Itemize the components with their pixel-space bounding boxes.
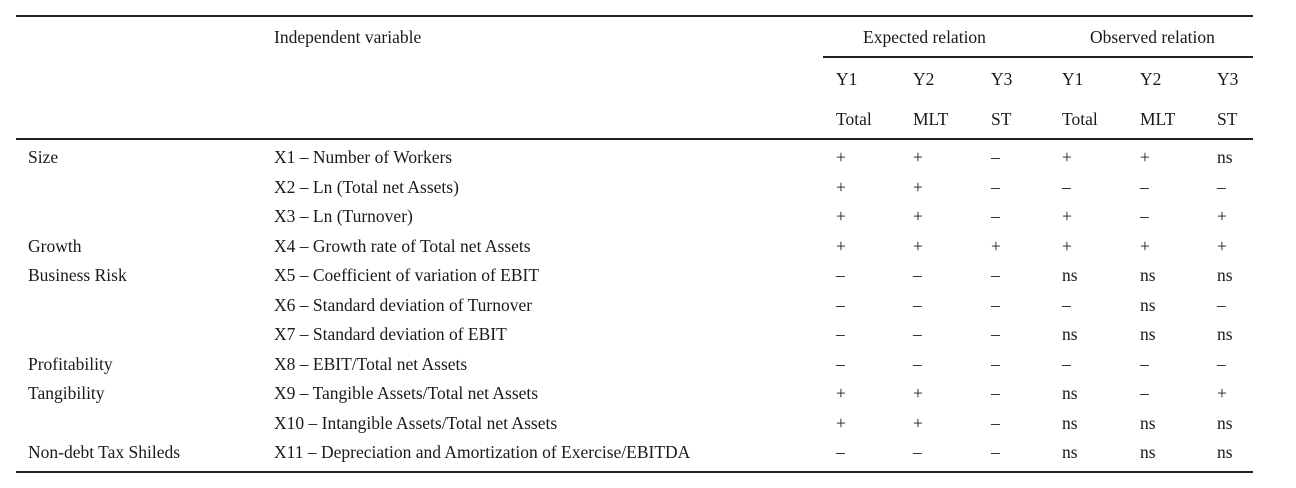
relation-value: – xyxy=(1217,177,1226,197)
relation-value: – xyxy=(991,206,1000,226)
relation-value: – xyxy=(991,177,1000,197)
header-y-name: MLT xyxy=(913,109,949,129)
expected-relation-underline xyxy=(823,56,1253,58)
relation-value: – xyxy=(836,295,845,315)
relation-value: – xyxy=(1140,383,1149,403)
relation-value: ns xyxy=(1217,442,1233,462)
relation-value: ns xyxy=(1062,324,1078,344)
relation-value: – xyxy=(836,324,845,344)
row-variable: X7 – Standard deviation of EBIT xyxy=(274,324,507,344)
header-y-name: Total xyxy=(836,109,872,129)
relation-value: ns xyxy=(1062,413,1078,433)
header-y-code: Y3 xyxy=(1217,69,1239,89)
table-bottom-rule xyxy=(16,471,1253,473)
relation-value: – xyxy=(913,295,922,315)
row-category: Growth xyxy=(28,236,82,256)
relation-value: + xyxy=(913,383,923,403)
relation-value: + xyxy=(836,413,846,433)
relation-value: – xyxy=(991,354,1000,374)
relation-value: ns xyxy=(1217,413,1233,433)
row-variable: X2 – Ln (Total net Assets) xyxy=(274,177,459,197)
header-y-name: Total xyxy=(1062,109,1098,129)
row-category: Business Risk xyxy=(28,265,127,285)
relation-value: – xyxy=(1062,177,1071,197)
relation-value: – xyxy=(991,324,1000,344)
relation-value: ns xyxy=(1140,442,1156,462)
relation-value: – xyxy=(913,324,922,344)
relation-value: ns xyxy=(1140,295,1156,315)
row-category: Profitability xyxy=(28,354,113,374)
relation-value: – xyxy=(991,383,1000,403)
row-variable: X3 – Ln (Turnover) xyxy=(274,206,413,226)
relation-value: + xyxy=(1140,147,1150,167)
relation-value: + xyxy=(913,177,923,197)
header-y-name: ST xyxy=(1217,109,1238,129)
header-y-name: ST xyxy=(991,109,1012,129)
relation-value: + xyxy=(836,147,846,167)
header-expected-relation: Expected relation xyxy=(863,27,986,47)
header-y-name: MLT xyxy=(1140,109,1176,129)
relation-value: + xyxy=(913,413,923,433)
relation-value: ns xyxy=(1217,147,1233,167)
relation-value: – xyxy=(836,265,845,285)
row-variable: X11 – Depreciation and Amortization of Exercise/EBITDA xyxy=(274,442,691,462)
relation-value: – xyxy=(913,265,922,285)
row-variable: X8 – EBIT/Total net Assets xyxy=(274,354,468,374)
relation-value: + xyxy=(1217,206,1227,226)
relation-value: + xyxy=(913,147,923,167)
relation-value: + xyxy=(836,206,846,226)
relations-table xyxy=(16,15,1253,473)
table-top-rule xyxy=(16,15,1253,17)
relation-value: – xyxy=(836,442,845,462)
row-category: Non-debt Tax Shileds xyxy=(28,442,181,462)
relation-value: + xyxy=(913,236,923,256)
relation-value: + xyxy=(1062,147,1072,167)
relation-value: – xyxy=(991,265,1000,285)
row-variable: X9 – Tangible Assets/Total net Assets xyxy=(274,383,539,403)
header-observed-relation: Observed relation xyxy=(1090,27,1215,47)
relation-value: – xyxy=(1140,354,1149,374)
header-y-code: Y1 xyxy=(1062,69,1084,89)
relation-value: + xyxy=(836,236,846,256)
row-category: Tangibility xyxy=(28,383,105,403)
header-y-code: Y2 xyxy=(1140,69,1162,89)
header-y-code: Y1 xyxy=(836,69,858,89)
relation-value: – xyxy=(1062,354,1071,374)
relation-value: ns xyxy=(1062,442,1078,462)
relation-value: – xyxy=(991,147,1000,167)
row-variable: X10 – Intangible Assets/Total net Assets xyxy=(274,413,558,433)
relation-value: – xyxy=(913,442,922,462)
row-category: Size xyxy=(28,147,59,167)
relation-value: + xyxy=(1062,206,1072,226)
relation-value: – xyxy=(1217,354,1226,374)
relation-value: – xyxy=(913,354,922,374)
header-y-code: Y3 xyxy=(991,69,1013,89)
relation-value: + xyxy=(1062,236,1072,256)
relation-value: – xyxy=(991,295,1000,315)
header-independent-variable: Independent variable xyxy=(274,27,422,47)
relation-value: + xyxy=(913,206,923,226)
row-variable: X4 – Growth rate of Total net Assets xyxy=(274,236,531,256)
relation-value: + xyxy=(1217,383,1227,403)
relation-value: – xyxy=(991,442,1000,462)
relation-value: ns xyxy=(1062,383,1078,403)
relation-value: ns xyxy=(1140,265,1156,285)
relation-value: + xyxy=(991,236,1001,256)
row-variable: X1 – Number of Workers xyxy=(274,147,453,167)
relation-value: ns xyxy=(1140,413,1156,433)
relation-value: + xyxy=(836,177,846,197)
relation-value: + xyxy=(1217,236,1227,256)
relation-value: – xyxy=(1062,295,1071,315)
relation-value: + xyxy=(836,383,846,403)
relation-value: ns xyxy=(1217,265,1233,285)
relation-value: – xyxy=(1140,177,1149,197)
header-bottom-rule xyxy=(16,138,1253,140)
relation-value: – xyxy=(836,354,845,374)
relation-value: + xyxy=(1140,236,1150,256)
relation-value: – xyxy=(991,413,1000,433)
relation-value: – xyxy=(1140,206,1149,226)
row-variable: X6 – Standard deviation of Turnover xyxy=(274,295,533,315)
row-variable: X5 – Coefficient of variation of EBIT xyxy=(274,265,540,285)
relation-value: ns xyxy=(1062,265,1078,285)
relation-value: – xyxy=(1217,295,1226,315)
relation-value: ns xyxy=(1140,324,1156,344)
header-y-code: Y2 xyxy=(913,69,935,89)
relation-value: ns xyxy=(1217,324,1233,344)
